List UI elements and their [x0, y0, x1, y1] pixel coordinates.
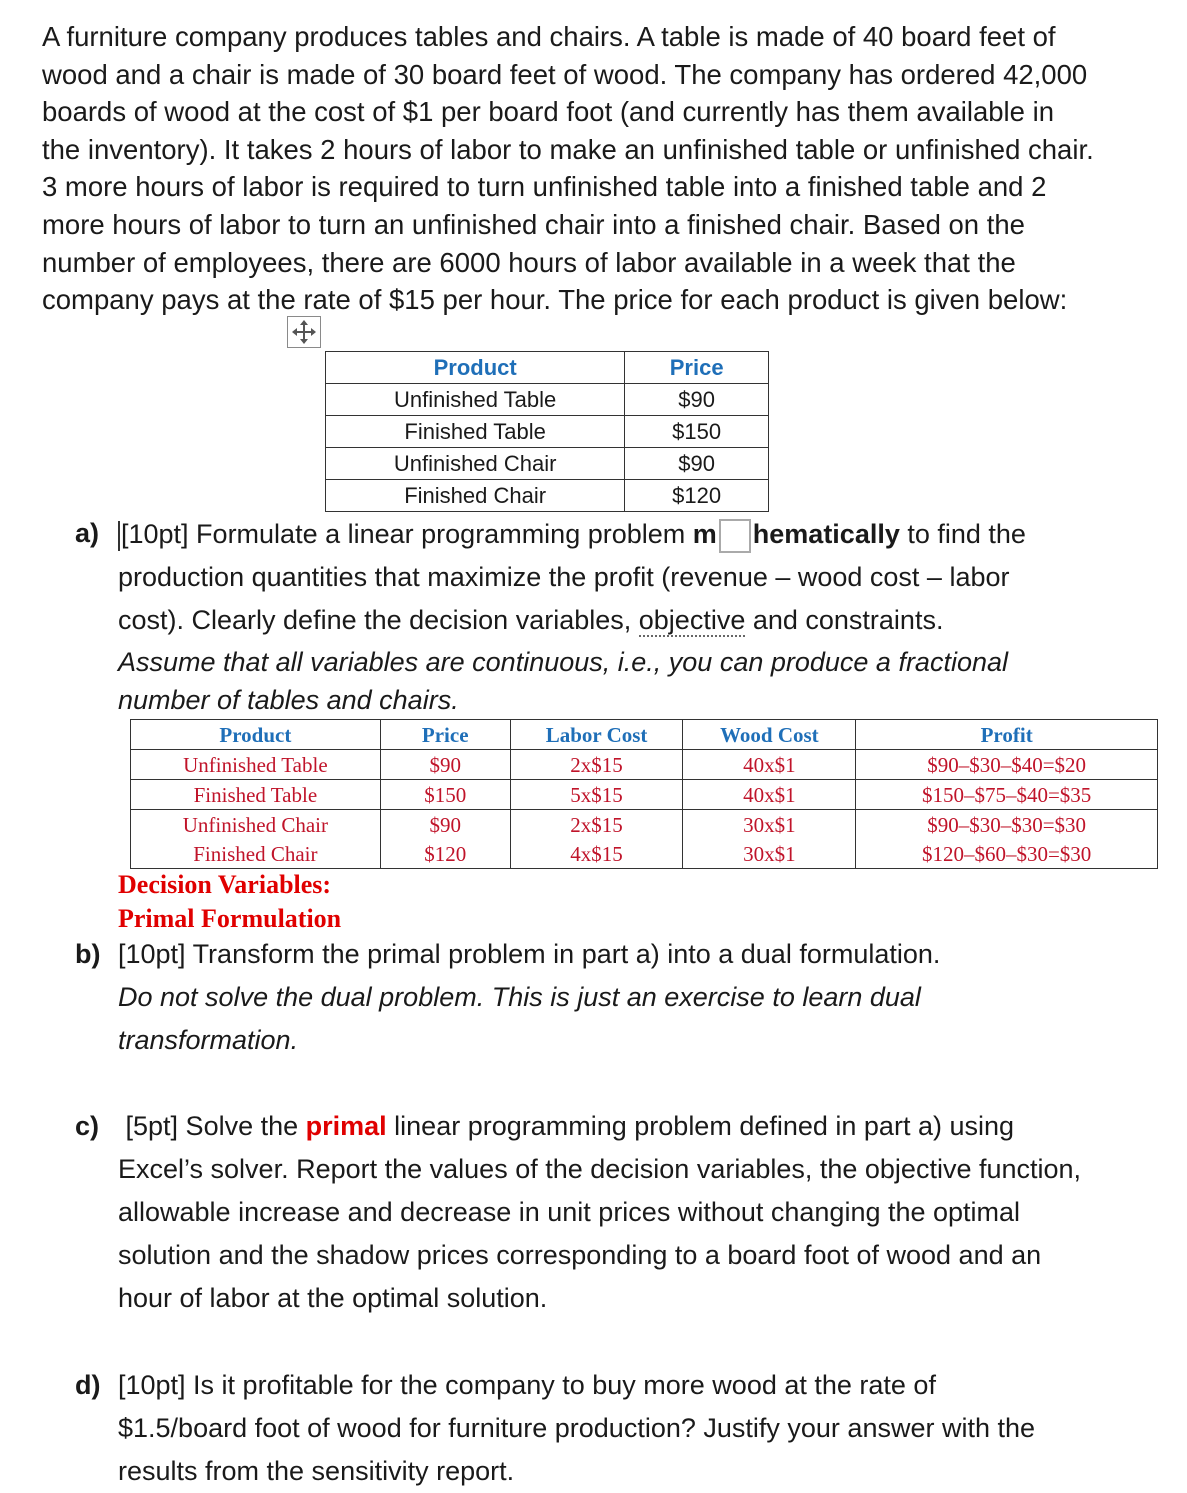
column-header: Labor Cost — [510, 720, 683, 750]
table-cell: Finished Table — [131, 780, 381, 810]
part-c-text: [5pt] Solve the — [125, 1111, 306, 1141]
decision-variables-heading: Decision Variables: — [118, 870, 332, 899]
text-cursor-icon — [118, 521, 120, 551]
table-cell: $90 — [380, 810, 510, 840]
part-b-line: [10pt] Transform the primal problem in part a) into a dual formulation. — [118, 939, 941, 969]
table-row — [131, 780, 1158, 810]
part-c-question — [118, 1105, 1081, 1320]
part-d-line: [10pt] Is it profitable for the company to buy more wood at the rate of — [118, 1370, 936, 1400]
intro-line: wood and a chair is made of 30 board feet of wood. The company has ordered 42,000 — [42, 58, 1088, 90]
part-c-emphasis: primal — [305, 1111, 387, 1141]
intro-line: 3 more hours of labor is required to turn unfinished table into a finished table and 2 — [42, 171, 1047, 203]
table-row — [326, 416, 769, 448]
table-row — [131, 810, 1158, 840]
table-cell: $150–$75–$40=$35 — [856, 780, 1158, 810]
table-cell: $90–$30–$30=$30 — [856, 810, 1158, 840]
part-a-bold: m — [692, 519, 717, 549]
part-b-italic-line: Do not solve the dual problem. This is just an exercise to learn dual — [118, 982, 921, 1012]
column-header: Product — [131, 720, 381, 750]
intro-line: the inventory). It takes 2 hours of labor to make an unfinished table or unfinished chair. — [42, 133, 1094, 165]
intro-line: company pays at the rate of $15 per hour. The price for each product is given below: — [42, 284, 1068, 316]
table-cell: 30x$1 — [683, 839, 856, 869]
table-row — [326, 384, 769, 416]
column-header: Profit — [856, 720, 1158, 750]
part-a-question — [118, 513, 1178, 642]
table-cell: 40x$1 — [683, 780, 856, 810]
table-cell: Unfinished Table — [131, 750, 381, 780]
table-cell: $120 — [625, 480, 769, 512]
table-cell: $120 — [380, 839, 510, 869]
part-a-text: to find the — [899, 519, 1026, 549]
part-c-line: Excel’s solver. Report the values of the decision variables, the objective function, — [118, 1154, 1082, 1184]
table-header-row — [131, 720, 1158, 750]
part-a-label: a) — [75, 518, 100, 548]
table-cell: $150 — [625, 416, 769, 448]
part-b-italic-line: transformation. — [118, 1025, 299, 1055]
part-c-line: solution and the shadow prices corresponding to a board foot of wood and an — [118, 1240, 1042, 1270]
table-row — [131, 750, 1158, 780]
part-a-assumption — [118, 643, 1008, 719]
table-cell: Unfinished Chair — [131, 810, 381, 840]
column-header: Price — [380, 720, 510, 750]
table-cell: $120–$60–$30=$30 — [856, 839, 1158, 869]
table-cell: 40x$1 — [683, 750, 856, 780]
part-a-line: production quantities that maximize the profit (revenue – wood cost – labor — [118, 562, 1010, 592]
table-cell: Finished Table — [326, 416, 625, 448]
part-a-bold: hematically — [752, 519, 900, 549]
part-d-line: $1.5/board foot of wood for furniture production? Justify your answer with the — [118, 1413, 1036, 1443]
part-a-line — [118, 599, 1178, 642]
part-d-label: d) — [75, 1370, 101, 1400]
table-cell: Finished Chair — [326, 480, 625, 512]
part-c-text: linear programming problem defined in part a) using — [386, 1111, 1014, 1141]
table-cell: 2x$15 — [510, 810, 683, 840]
move-arrows-icon — [291, 319, 317, 345]
part-a-italic-line: Assume that all variables are continuous, i.e., you can produce a fractional — [118, 647, 1008, 677]
table-cell: 4x$15 — [510, 839, 683, 869]
price-table — [325, 351, 769, 512]
table-cell: $90 — [625, 384, 769, 416]
table-header-row — [326, 352, 769, 384]
table-row — [131, 839, 1158, 869]
intro-paragraph — [42, 18, 1177, 319]
column-header: Wood Cost — [683, 720, 856, 750]
table-cell: 2x$15 — [510, 750, 683, 780]
part-a-text: and constraints. — [745, 605, 944, 635]
part-a-line — [118, 513, 1178, 556]
table-cell: 5x$15 — [510, 780, 683, 810]
part-a-underlined-word: objective — [638, 605, 746, 635]
part-a-text: [10pt] Formulate a linear programming problem — [121, 519, 693, 549]
table-cell: Unfinished Chair — [326, 448, 625, 480]
table-cell: Unfinished Table — [326, 384, 625, 416]
table-cell: $90–$30–$40=$20 — [856, 750, 1158, 780]
table-cell: Finished Chair — [131, 839, 381, 869]
part-c-line — [118, 1105, 1081, 1148]
table-row — [326, 448, 769, 480]
part-c-line: allowable increase and decrease in unit prices without changing the optimal — [118, 1197, 1021, 1227]
table-cell: $90 — [625, 448, 769, 480]
part-a-italic-line: number of tables and chairs. — [118, 685, 459, 715]
profit-table — [130, 719, 1158, 869]
table-cell: $90 — [380, 750, 510, 780]
intro-line: A furniture company produces tables and chairs. A table is made of 40 board feet of — [42, 21, 1056, 52]
part-d-line: results from the sensitivity report. — [118, 1456, 515, 1486]
table-cell: $150 — [380, 780, 510, 810]
intro-line: more hours of labor to turn an unfinished chair into a finished chair. Based on the — [42, 208, 1025, 240]
column-header: Price — [625, 352, 769, 384]
column-header: Product — [326, 352, 625, 384]
part-c-label: c) — [75, 1111, 100, 1141]
intro-line: number of employees, there are 6000 hours of labor available in a week that the — [42, 246, 1016, 278]
table-row — [326, 480, 769, 512]
insertion-box-icon — [719, 519, 751, 553]
part-c-line: hour of labor at the optimal solution. — [118, 1283, 548, 1313]
part-a-text: cost). Clearly define the decision variables, — [118, 605, 639, 635]
intro-line: boards of wood at the cost of $1 per board foot (and currently has them available in — [42, 96, 1054, 128]
primal-formulation-heading: Primal Formulation — [118, 904, 342, 933]
part-d-question — [118, 1364, 1035, 1493]
table-move-handle[interactable] — [287, 316, 321, 348]
table-cell: 30x$1 — [683, 810, 856, 840]
part-b-label: b) — [75, 939, 101, 969]
part-b-question — [118, 933, 940, 1062]
